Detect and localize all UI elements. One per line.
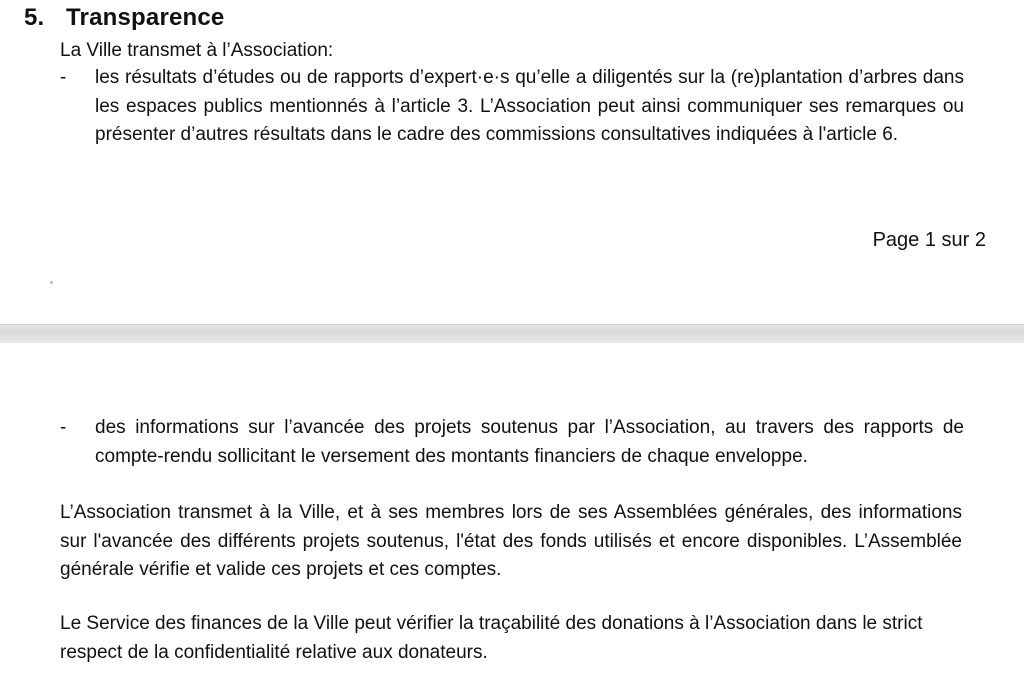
list-item [60, 64, 964, 150]
list-item-text: les résultats d’études ou de rapports d’expert·e·s qu’elle a diligentés sur la (re)plantation d’arbres dans les espaces publics mentionnés à l’article 3. L’Association peut ainsi communiquer ses remarques ou présenter d’autres résultats dans le cadre des commissions consultatives indiquées à l'article 6. [95, 67, 964, 145]
section-heading [24, 4, 224, 32]
page-separator [0, 324, 1024, 344]
scan-speck [50, 281, 53, 284]
bullet-dash: - [60, 417, 67, 438]
list-item-text: des informations sur l’avancée des projets soutenus par l’Association, au travers des rapports de compte-rendu sollicitant le versement des montants financiers de chaque enveloppe. [95, 417, 964, 467]
document-page-1 [0, 0, 1024, 324]
bullet-dash: - [60, 67, 67, 88]
page-number: Page 1 sur 2 [872, 229, 986, 251]
paragraph-finances: Le Service des finances de la Ville peut vérifier la traçabilité des donations à l’Association dans le strict respect de la confidentialité relative aux donateurs. [60, 613, 923, 663]
section-title: Transparence [66, 4, 225, 31]
section-number: 5. [24, 4, 45, 31]
paragraph-association: L’Association transmet à la Ville, et à ses membres lors de ses Assemblées générales, des informations sur l'avancée des différents projets soutenus, l'état des fonds utilisés et encore disponibles. L’Assemblée générale vérifie et valide ces projets et ces comptes. [60, 502, 962, 580]
lead-sentence: La Ville transmet à l’Association: [60, 40, 334, 61]
list-item [60, 414, 964, 471]
